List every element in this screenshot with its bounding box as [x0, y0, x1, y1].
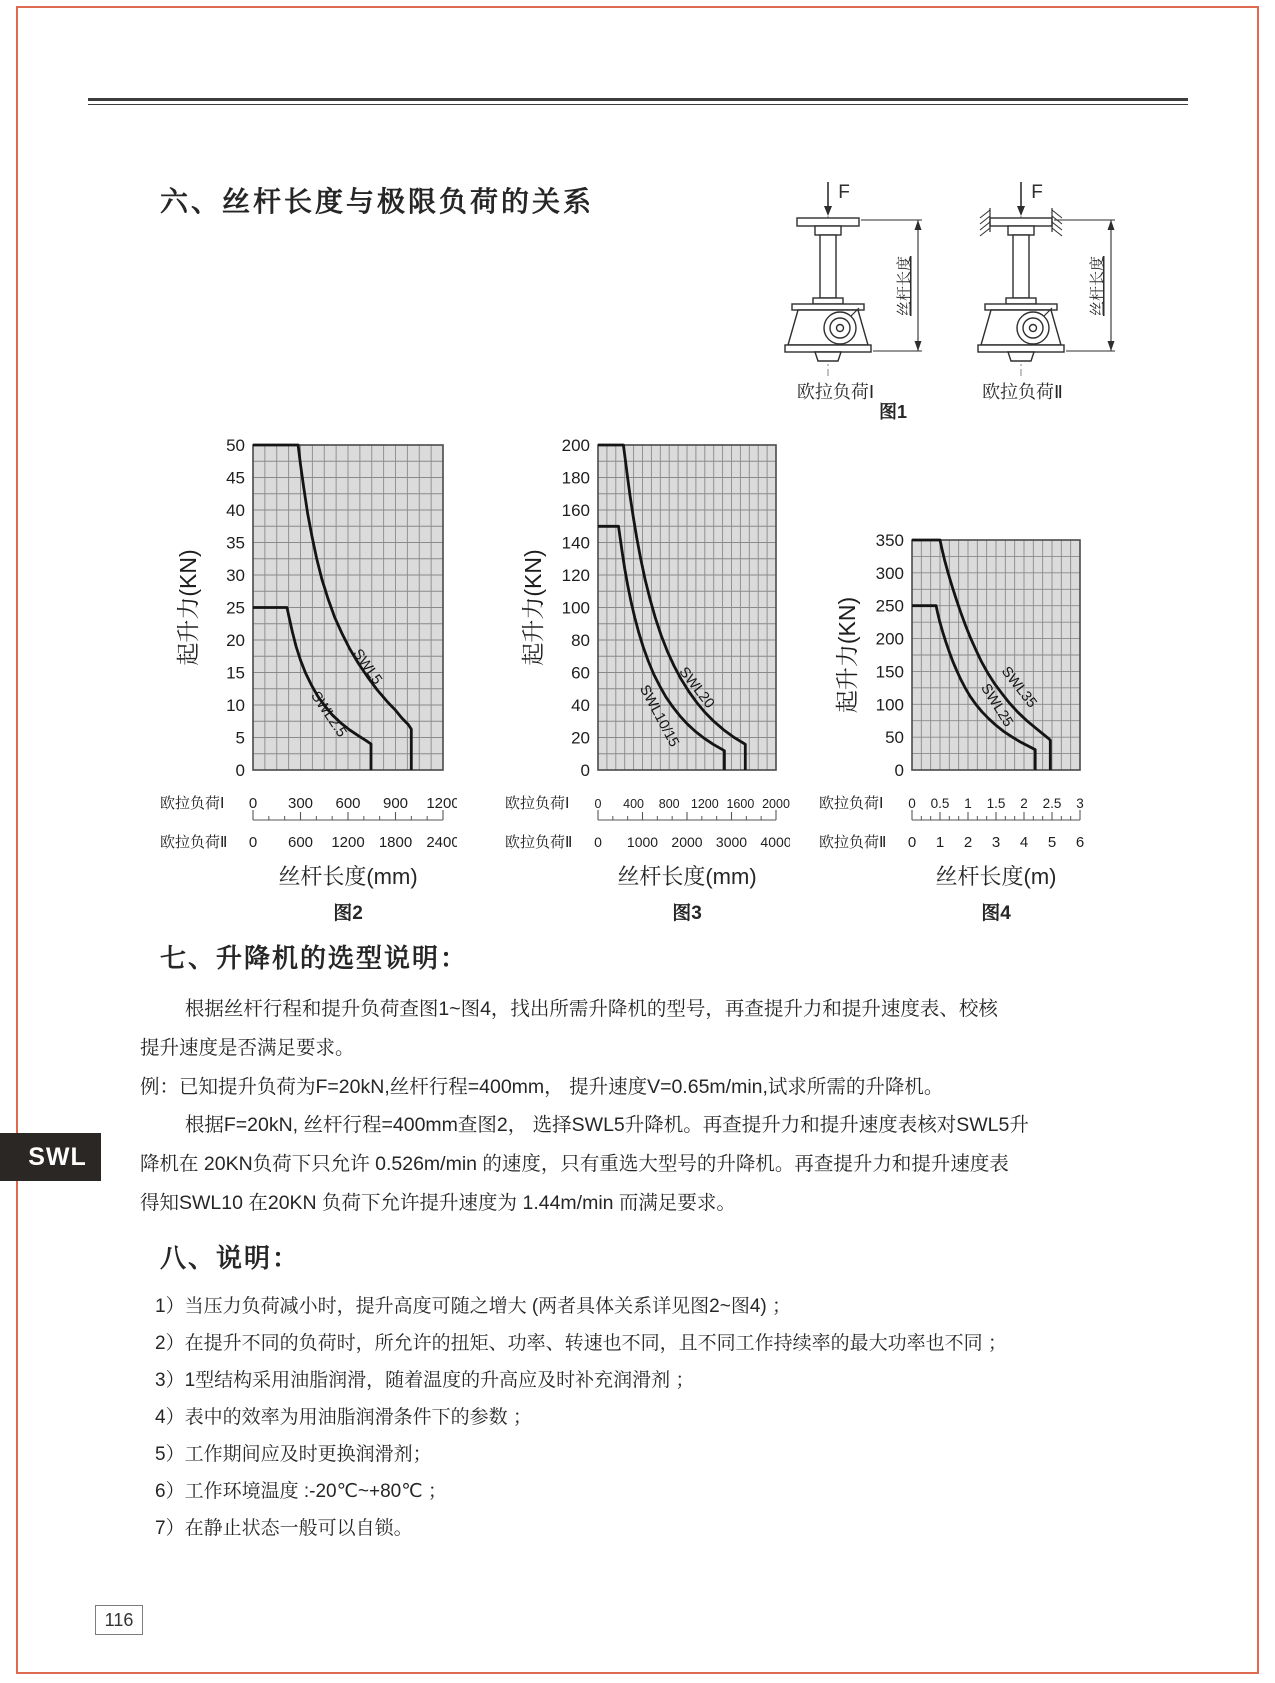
svg-text:350: 350 [875, 532, 904, 550]
svg-text:1.5: 1.5 [986, 796, 1006, 811]
header-rule-thick [88, 98, 1188, 101]
svg-text:丝杆长度: 丝杆长度 [1089, 255, 1106, 317]
svg-text:0: 0 [235, 761, 245, 780]
svg-text:20: 20 [226, 631, 245, 650]
chart2-xlabel: 丝杆长度(mm) [278, 864, 418, 889]
svg-text:F: F [1031, 182, 1043, 203]
paragraph: 得知SWL10 在20KN 负荷下允许提升速度为 1.44m/min 而满足要求。 [140, 1191, 736, 1214]
svg-text:SWL2.5: SWL2.5 [307, 688, 350, 741]
paragraph: 降机在 20KN负荷下只允许 0.526m/min 的速度，只有重选大型号的升降机。再查提升力和提升速度表 [140, 1153, 1009, 1176]
chart3-caption: 图3 [672, 903, 702, 924]
svg-text:100: 100 [875, 695, 904, 715]
svg-text:50: 50 [885, 728, 904, 748]
svg-text:起升力(KN): 起升力(KN) [834, 596, 860, 714]
chart4-caption: 图4 [981, 903, 1011, 924]
svg-text:250: 250 [875, 596, 904, 616]
svg-text:60: 60 [571, 663, 590, 683]
svg-text:4000: 4000 [760, 834, 790, 850]
paragraph: 例：已知提升负荷为F=20kN,丝杆行程=400mm， 提升速度V=0.65m/min,试求所需的升降机。 [140, 1075, 944, 1098]
svg-text:800: 800 [658, 797, 680, 811]
svg-text:SWL35: SWL35 [997, 663, 1040, 712]
header-rule-thin [88, 104, 1188, 105]
svg-text:欧拉负荷Ⅱ: 欧拉负荷Ⅱ [505, 834, 573, 851]
svg-text:45: 45 [226, 468, 245, 488]
svg-text:120: 120 [561, 566, 590, 585]
jack-drawing-euler-load-2 [948, 170, 1123, 380]
section7-title: 七、升降机的选型说明： [160, 943, 469, 973]
note-item: 4）表中的效率为用油脂润滑条件下的参数 ； [155, 1407, 532, 1428]
svg-text:0: 0 [894, 761, 904, 780]
svg-text:欧拉负荷Ⅰ: 欧拉负荷Ⅰ [505, 795, 570, 812]
chart-plot [158, 437, 457, 854]
svg-text:200: 200 [875, 629, 904, 649]
page-number: 116 [95, 1605, 143, 1635]
svg-text:2.5: 2.5 [1042, 796, 1062, 811]
note-item: 2）在提升不同的负荷时，所允许的扭矩、功率、转速也不同，且不同工作持续率的最大功率也不同 ； [155, 1333, 1007, 1354]
svg-text:4: 4 [1019, 834, 1029, 851]
svg-text:20: 20 [571, 728, 590, 748]
svg-text:6: 6 [1075, 834, 1085, 851]
side-tab-swl: SWL [0, 1133, 101, 1181]
svg-text:40: 40 [226, 501, 245, 520]
svg-text:1000: 1000 [626, 834, 659, 850]
section7-paragraphs [140, 990, 1140, 1223]
chart-plot [817, 532, 1094, 854]
svg-text:150: 150 [875, 662, 904, 682]
svg-text:起升力(KN): 起升力(KN) [520, 549, 546, 666]
svg-text:600: 600 [287, 834, 314, 851]
section6-title: 六、丝杆长度与极限负荷的关系 [160, 186, 595, 217]
section8-notes [155, 1288, 1165, 1547]
note-item: 7）在静止状态一般可以自锁。 [155, 1518, 413, 1539]
paragraph: 根据丝杆行程和提升负荷查图1~图4，找出所需升降机的型号，再查提升力和提升速度表、校核 [184, 998, 998, 1020]
svg-text:3: 3 [1076, 796, 1084, 811]
svg-text:2000: 2000 [762, 797, 790, 811]
svg-text:1: 1 [964, 796, 972, 811]
svg-text:1: 1 [935, 834, 945, 851]
note-item: 1）当压力负荷减小时，提升高度可随之增大 (两者具体关系详见图2~图4) ； [155, 1296, 792, 1317]
note-item: 6）工作环境温度 :-20℃~+80℃ ； [155, 1481, 447, 1502]
svg-text:F: F [838, 182, 850, 203]
svg-text:35: 35 [226, 533, 245, 553]
figure1-caption: 图1 [878, 402, 907, 422]
chart-figure-4 [817, 532, 1094, 859]
chart3-xlabel: 丝杆长度(mm) [617, 864, 757, 889]
svg-text:40: 40 [571, 696, 590, 715]
svg-text:SWL10/15: SWL10/15 [635, 682, 682, 750]
svg-text:30: 30 [226, 566, 245, 585]
paragraph: 提升速度是否满足要求。 [140, 1036, 355, 1059]
svg-text:欧拉负荷Ⅰ: 欧拉负荷Ⅰ [819, 795, 884, 812]
chart-figure-2 [158, 437, 457, 859]
svg-text:SWL25: SWL25 [977, 681, 1016, 730]
svg-text:1800: 1800 [378, 834, 413, 851]
svg-text:1200: 1200 [426, 795, 457, 812]
section8-title: 八、说明： [160, 1243, 301, 1273]
svg-text:5: 5 [235, 728, 245, 748]
svg-text:600: 600 [335, 795, 361, 812]
svg-text:欧拉负荷Ⅰ: 欧拉负荷Ⅰ [160, 795, 225, 812]
svg-text:起升力(KN): 起升力(KN) [175, 549, 201, 666]
svg-text:欧拉负荷Ⅱ: 欧拉负荷Ⅱ [160, 834, 228, 851]
chart4-xlabel: 丝杆长度(m) [935, 864, 1057, 889]
svg-text:25: 25 [226, 598, 245, 618]
svg-text:100: 100 [561, 598, 590, 618]
svg-text:80: 80 [571, 631, 590, 650]
euler-load-1-caption: 欧拉负荷Ⅰ [796, 382, 875, 402]
svg-text:1600: 1600 [726, 797, 755, 811]
svg-text:15: 15 [226, 663, 245, 683]
svg-text:300: 300 [875, 563, 904, 583]
svg-text:140: 140 [561, 533, 590, 553]
svg-text:2: 2 [1020, 796, 1028, 811]
svg-text:900: 900 [382, 795, 409, 812]
note-item: 3）1型结构采用油脂润滑，随着温度的升高应及时补充润滑剂 ； [155, 1370, 695, 1391]
svg-text:0: 0 [908, 796, 916, 811]
svg-text:180: 180 [561, 468, 590, 488]
svg-text:3000: 3000 [715, 834, 748, 850]
jack-drawing-euler-load-1 [755, 170, 930, 380]
svg-text:0: 0 [248, 795, 258, 812]
svg-text:0: 0 [580, 761, 590, 780]
svg-text:1200: 1200 [331, 834, 365, 851]
svg-text:2400: 2400 [426, 834, 457, 851]
svg-text:10: 10 [226, 696, 245, 715]
svg-text:5: 5 [1047, 834, 1057, 851]
svg-text:200: 200 [561, 437, 590, 455]
euler-load-2-caption: 欧拉负荷Ⅱ [982, 382, 1063, 402]
svg-text:50: 50 [226, 437, 245, 455]
svg-text:0: 0 [907, 834, 917, 851]
svg-text:0: 0 [594, 834, 602, 850]
svg-text:0: 0 [594, 797, 602, 811]
svg-text:SWL5: SWL5 [349, 646, 385, 688]
svg-text:SWL20: SWL20 [675, 664, 718, 712]
svg-text:2000: 2000 [671, 834, 703, 850]
svg-text:0.5: 0.5 [930, 796, 950, 811]
svg-text:400: 400 [623, 797, 645, 811]
svg-text:0: 0 [248, 834, 258, 851]
svg-text:3: 3 [991, 834, 1001, 851]
paragraph: 根据F=20kN, 丝杆行程=400mm查图2， 选择SWL5升降机。再查提升力和提升速度表核对SWL5升 [184, 1114, 1029, 1137]
svg-text:300: 300 [287, 795, 314, 812]
svg-text:160: 160 [561, 501, 590, 520]
chart2-caption: 图2 [333, 903, 363, 924]
note-item: 5）工作期间应及时更换润滑剂； [155, 1444, 432, 1465]
svg-text:欧拉负荷Ⅱ: 欧拉负荷Ⅱ [819, 834, 887, 851]
svg-text:2: 2 [963, 834, 973, 851]
chart-figure-3 [503, 437, 790, 859]
chart-plot [503, 437, 790, 854]
svg-text:1200: 1200 [690, 797, 719, 811]
svg-text:丝杆长度: 丝杆长度 [896, 255, 913, 317]
